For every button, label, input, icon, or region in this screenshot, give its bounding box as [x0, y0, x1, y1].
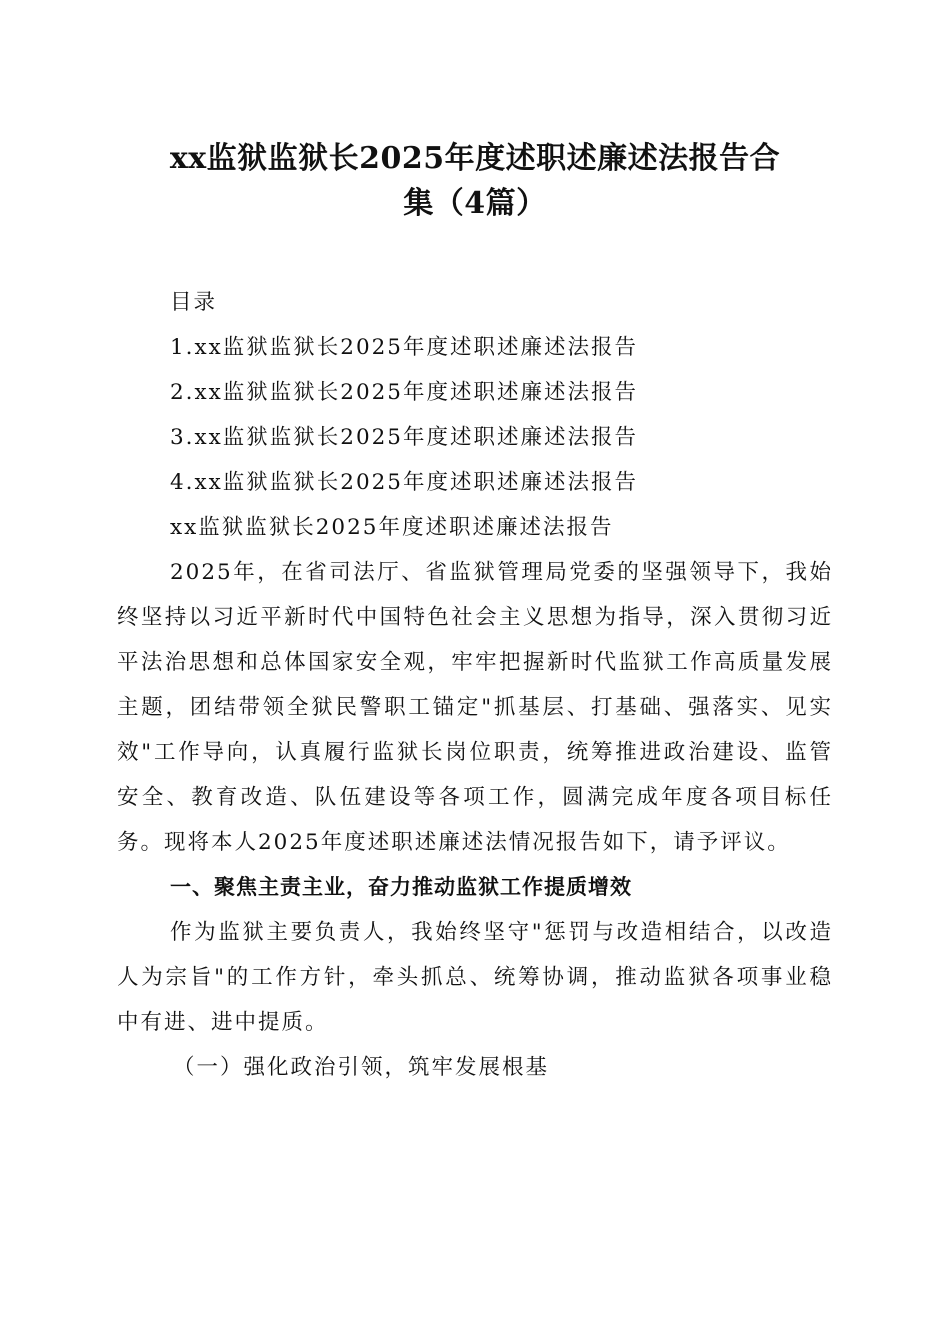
toc-item-3: 3.xx监狱监狱长2025年度述职述廉述法报告: [170, 425, 638, 450]
document-title: [100, 136, 850, 226]
toc-item-1: 1.xx监狱监狱长2025年度述职述廉述法报告: [170, 335, 638, 360]
report-title: xx监狱监狱长2025年度述职述廉述法报告: [170, 515, 614, 540]
intro-paragraph: 2025年，在省司法厅、省监狱管理局党委的坚强领导下，我始终坚持以习近平新时代中国特色社会主义思想为指导，深入贯彻习近平法治思想和总体国家安全观，牢牢把握新时代监狱工作高质量发展主题，团结带领全狱民警职工锚定"抓基层、打基础、强落实、见实效"工作导向，认真履行监狱长岗位职责，统筹推进政治建设、监管安全、教育改造、队伍建设等各项工作，圆满完成年度各项目标任务。现将本人2025年度述职述廉述法情况报告如下，请予评议。: [117, 560, 833, 855]
toc-item-4: 4.xx监狱监狱长2025年度述职述廉述法报告: [170, 470, 638, 495]
subsection-1-heading: （一）强化政治引领，筑牢发展根基: [173, 1055, 550, 1080]
toc-item-2: 2.xx监狱监狱长2025年度述职述廉述法报告: [170, 380, 638, 405]
section-1-heading: 一、聚焦主责主业，奋力推动监狱工作提质增效: [170, 875, 632, 899]
document-title-line-1: xx监狱监狱长2025年度述职述廉述法报告合: [169, 141, 781, 176]
document-title-line-2: 集（4篇）: [403, 186, 547, 221]
toc-label: 目录: [170, 290, 218, 315]
document-body: [117, 280, 833, 1090]
section-1-paragraph: 作为监狱主要负责人，我始终坚守"惩罚与改造相结合，以改造人为宗旨"的工作方针，牵头抓总、统筹协调，推动监狱各项事业稳中有进、进中提质。: [117, 920, 833, 1035]
